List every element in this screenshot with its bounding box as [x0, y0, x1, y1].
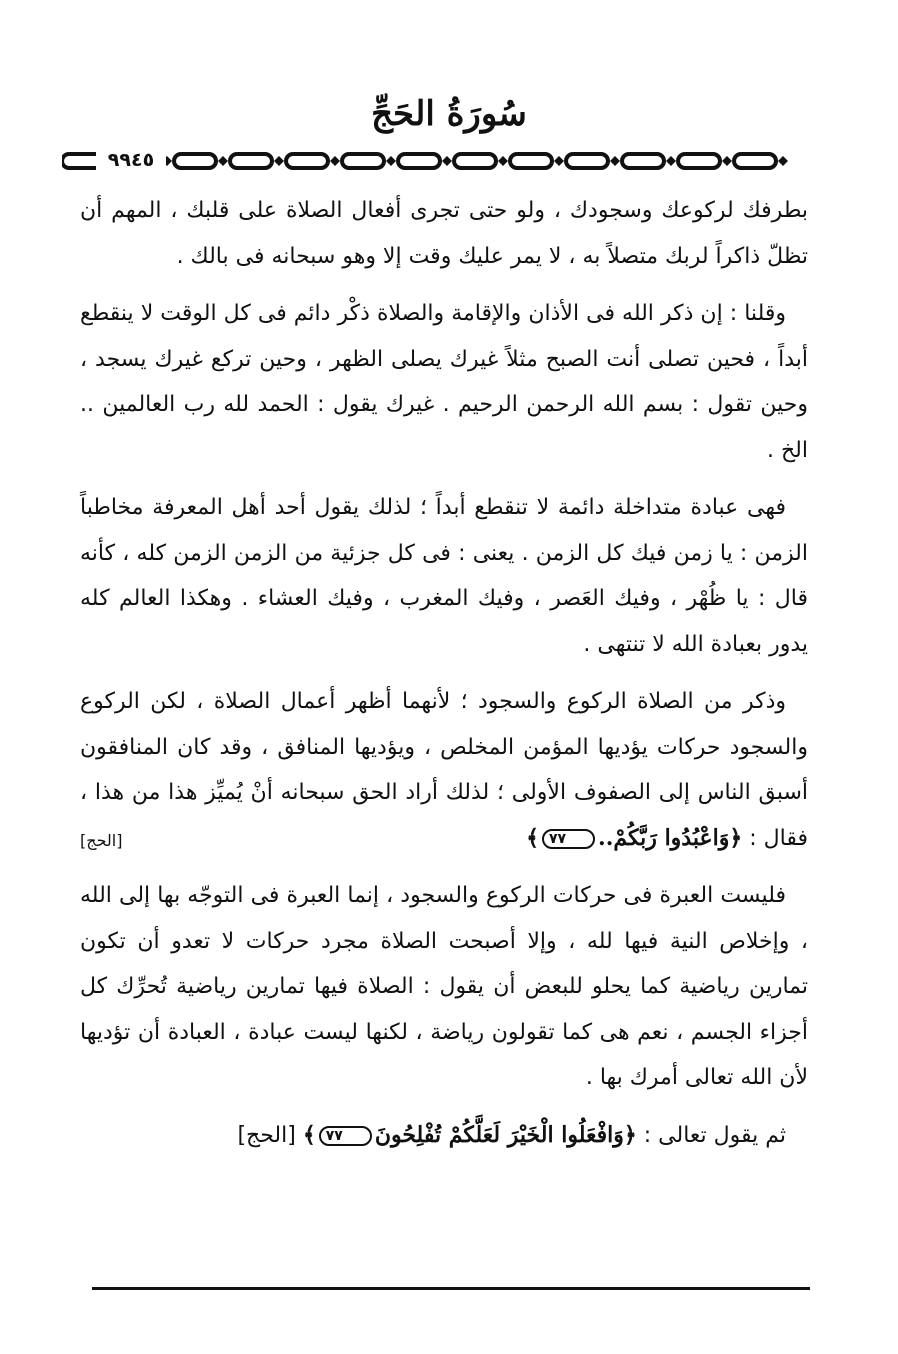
ayah-number-badge: ٧٧	[319, 1126, 372, 1146]
verse-close-bracket: ﴾	[302, 1121, 316, 1148]
closing-lead: ثم يقول تعالى :	[643, 1122, 786, 1148]
verse-1-text: وَاعْبُدُوا رَبَّكُمْ..	[598, 824, 730, 851]
paragraph-5: فليست العبرة فى حركات الركوع والسجود ، إنما العبرة فى التوجّه بها إلى الله ، وإخلاص النية فيها لله ، وإلا أصبحت الصلاة مجرد حركات لا تعدو أن تكون تمارين رياضية كما يحلو للبعض أن يقول : الصلاة فيها تمارين رياضية تُحرِّك كل أجزاء الجسم ، نعم هى كما تقولون رياضة ، لكنها ليست عبادة ، العبادة أن تؤديها لأن الله تعالى أمرك بها .	[80, 883, 808, 1090]
verse-2-text: وَافْعَلُوا الْخَيْرَ لَعَلَّكُمْ تُفْلِحُونَ	[374, 1121, 624, 1148]
quran-verse-2	[303, 1122, 637, 1148]
verse-open-bracket: ﴿	[729, 824, 743, 851]
paragraph-4	[80, 679, 808, 861]
page-number: ٩٩٤٥	[96, 149, 166, 171]
ayah-number-badge: ٧٧	[542, 829, 595, 849]
paragraph-2: وقلنا : إن ذكر الله فى الأذان والإقامة والصلاة ذكْر دائم فى كل الوقت لا ينقطع أبداً ، فحين تصلى أنت الصبح مثلاً غيرك يصلى الظهر ، وحين تركع غيرك يسجد ، وحين تقول : بسم الله الرحمن الرحيم . غيرك يقول : الحمد لله رب العالمين .. الخ .	[80, 301, 808, 463]
paragraph-3: فهى عبادة متداخلة دائمة لا تنقطع أبداً ؛ لذلك يقول أحد أهل المعرفة مخاطباً الزمن : يا زمن فيك كل الزمن . يعنى : فى كل جزئية من الزمن الزمن كله ، كأنه قال : يا ظُهْر ، وفيك العَصر ، وفيك المغرب ، وفيك العشاء . وهكذا العالم كله يدور بعبادة الله لا تنتهى .	[80, 495, 808, 657]
chain-ornament-icon	[62, 150, 822, 172]
paragraph-6	[80, 1113, 808, 1159]
paragraph-1: بطرفك لركوعك وسجودك ، ولو حتى تجرى أفعال الصلاة على قلبك ، المهم أن تظلّ ذاكراً لربك متصلاً به ، لا يمر عليك وقت إلا وهو سبحانه فى بالك .	[80, 198, 808, 269]
body-text	[80, 188, 808, 1170]
verse-source-ref: [الحج]	[237, 1122, 296, 1148]
verse-open-bracket: ﴿	[623, 1121, 637, 1148]
decorative-chain-border	[62, 150, 822, 172]
verse-source-ref: [الحج]	[80, 830, 123, 850]
quran-verse-1	[526, 825, 742, 851]
paragraph-4-text: وذكر من الصلاة الركوع والسجود ؛ لأنهما أظهر أعمال الصلاة ، لكن الركوع والسجود حركات يؤديها المؤمن المخلص ، ويؤديها المنافق ، وقد كان المنافقون أسبق الناس إلى الصفوف الأولى ؛ لذلك أراد الحق سبحانه أنْ يُميِّز هذا من هذا ، فقال :	[80, 689, 808, 851]
surah-title: سُورَةُ الحَجِّ	[371, 94, 527, 134]
footer-rule	[92, 1287, 810, 1290]
verse-close-bracket: ﴾	[526, 824, 539, 851]
